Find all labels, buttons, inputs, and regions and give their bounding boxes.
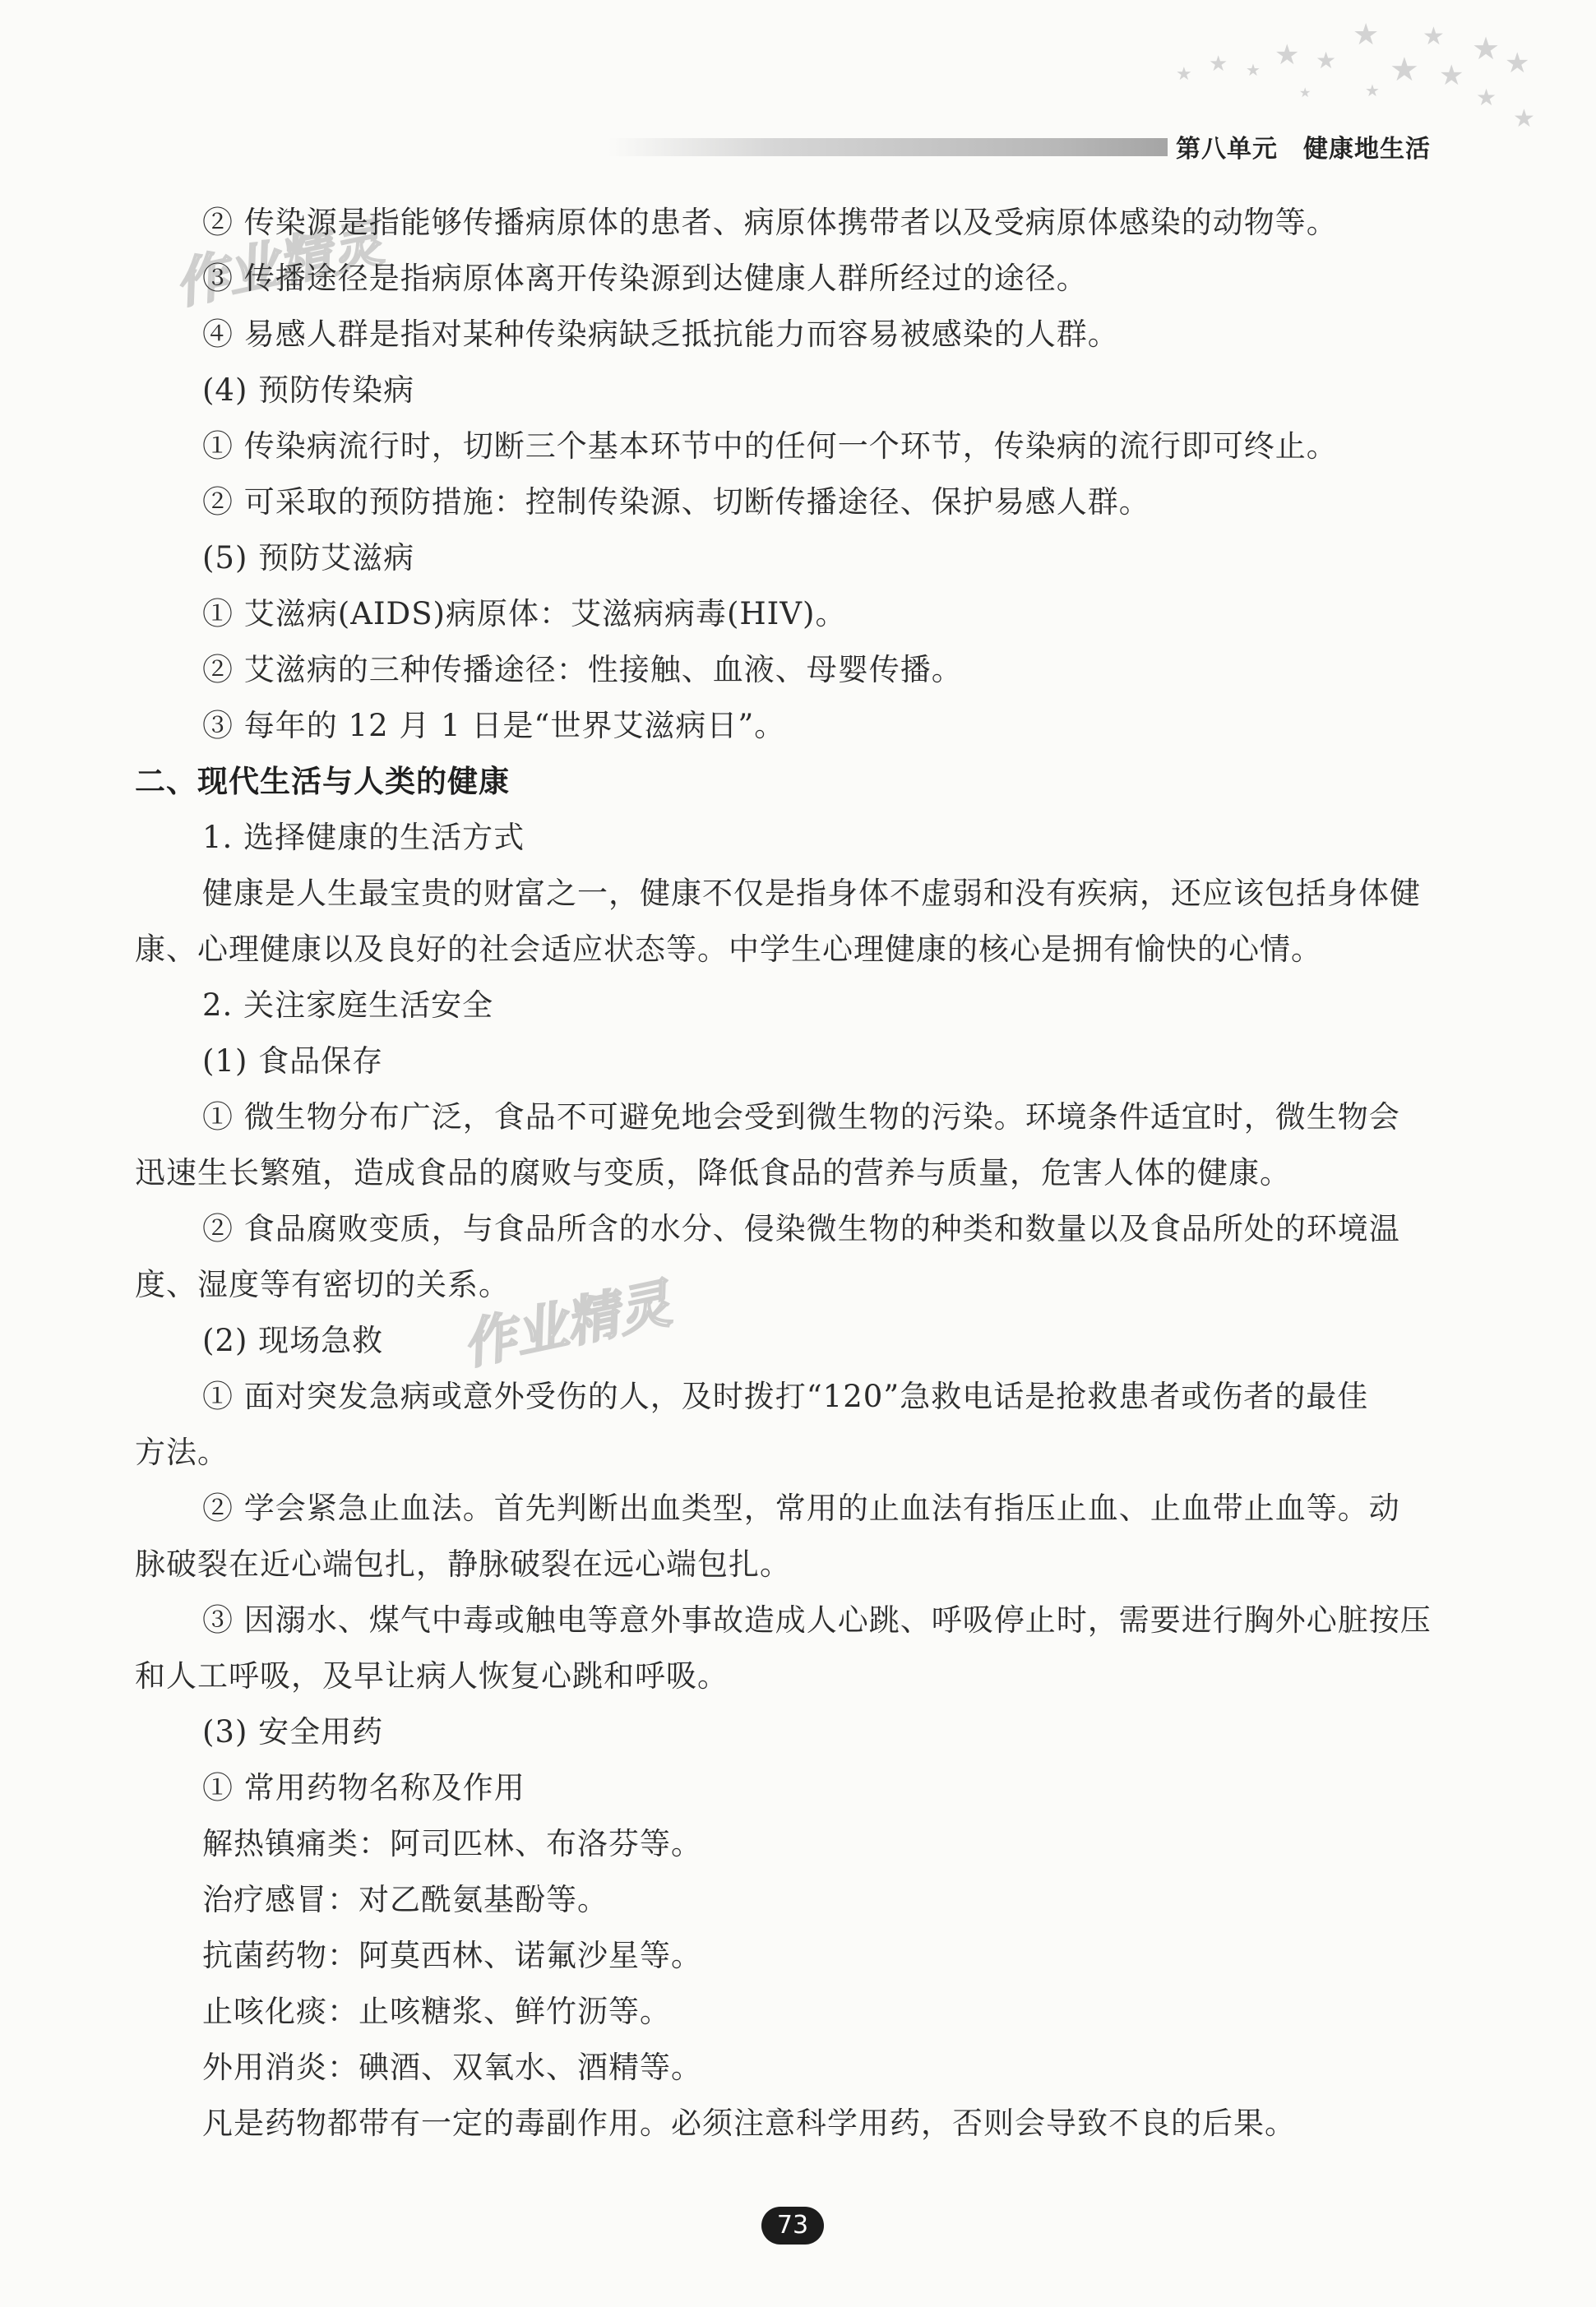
text-line: ② 食品腐败变质，与食品所含的水分、侵染微生物的种类和数量以及食品所处的环境温 bbox=[202, 1211, 1400, 1246]
watermark: 作业精灵 bbox=[169, 213, 389, 317]
unit-title: 第八单元 健康地生活 bbox=[1176, 135, 1431, 164]
text-line: ① 常用药物名称及作用 bbox=[202, 1770, 525, 1805]
text-line: 抗菌药物：阿莫西林、诺氟沙星等。 bbox=[202, 1938, 702, 1973]
text-line: 外用消炎：碘酒、双氧水、酒精等。 bbox=[202, 2050, 702, 2085]
text-line: ① 面对突发急病或意外受伤的人，及时拨打“120”急救电话是抢救患者或伤者的最佳 bbox=[202, 1379, 1369, 1414]
star-icon: ★ bbox=[1423, 22, 1445, 51]
text-line: 康、心理健康以及良好的社会适应状态等。中学生心理健康的核心是拥有愉快的心情。 bbox=[135, 932, 1322, 967]
star-icon: ★ bbox=[1513, 104, 1535, 133]
star-icon: ★ bbox=[1476, 84, 1497, 111]
star-icon: ★ bbox=[1316, 47, 1337, 74]
subsection-heading: (4) 预防传染病 bbox=[202, 372, 415, 408]
star-icon: ★ bbox=[1390, 51, 1419, 89]
subsection-heading: (3) 安全用药 bbox=[202, 1714, 384, 1750]
text-line: 健康是人生最宝贵的财富之一，健康不仅是指身体不虚弱和没有疾病，还应该包括身体健 bbox=[202, 876, 1421, 911]
text-line: ① 艾滋病(AIDS)病原体：艾滋病病毒(HIV)。 bbox=[202, 596, 847, 631]
star-icon: ★ bbox=[1353, 18, 1380, 52]
text-line: ③ 因溺水、煤气中毒或触电等意外事故造成人心跳、呼吸停止时，需要进行胸外心脏按压 bbox=[202, 1602, 1432, 1638]
text-line: 方法。 bbox=[135, 1435, 229, 1470]
text-line: 脉破裂在近心端包扎，静脉破裂在远心端包扎。 bbox=[135, 1546, 791, 1582]
subsection-heading: 1. 选择健康的生活方式 bbox=[202, 820, 525, 855]
text-line: 凡是药物都带有一定的毒副作用。必须注意科学用药，否则会导致不良的后果。 bbox=[202, 2106, 1296, 2141]
section-heading: 二、现代生活与人类的健康 bbox=[135, 764, 510, 799]
text-line: 止咳化痰：止咳糖浆、鲜竹沥等。 bbox=[202, 1994, 671, 2029]
text-line: ② 传染源是指能够传播病原体的患者、病原体携带者以及受病原体感染的动物等。 bbox=[202, 205, 1338, 240]
star-icon: ★ bbox=[1176, 64, 1192, 85]
text-line: 解热镇痛类：阿司匹林、布洛芬等。 bbox=[202, 1826, 702, 1861]
subsection-heading: (2) 现场急救 bbox=[202, 1323, 384, 1358]
star-icon: ★ bbox=[1246, 60, 1261, 80]
text-line: ② 艾滋病的三种传播途径：性接触、血液、母婴传播。 bbox=[202, 652, 963, 687]
star-icon: ★ bbox=[1439, 59, 1464, 92]
text-line: 迅速生长繁殖，造成食品的腐败与变质，降低食品的营养与质量，危害人体的健康。 bbox=[135, 1155, 1291, 1190]
subsection-heading: 2. 关注家庭生活安全 bbox=[202, 987, 494, 1023]
star-icon: ★ bbox=[1299, 85, 1311, 100]
star-icon: ★ bbox=[1274, 39, 1300, 72]
text-line: ① 传染病流行时，切断三个基本环节中的任何一个环节，传染病的流行即可终止。 bbox=[202, 428, 1338, 464]
star-icon: ★ bbox=[1472, 30, 1501, 67]
subsection-heading: (5) 预防艾滋病 bbox=[202, 540, 415, 576]
text-line: ② 学会紧急止血法。首先判断出血类型，常用的止血法有指压止血、止血带止血等。动 bbox=[202, 1491, 1400, 1526]
text-line: 和人工呼吸，及早让病人恢复心跳和呼吸。 bbox=[135, 1658, 729, 1694]
text-line: 治疗感冒：对乙酰氨基酚等。 bbox=[202, 1882, 608, 1917]
text-line: ③ 传播途径是指病原体离开传染源到达健康人群所经过的途径。 bbox=[202, 261, 1088, 296]
text-line: ② 可采取的预防措施：控制传染源、切断传播途径、保护易感人群。 bbox=[202, 484, 1150, 520]
star-icon: ★ bbox=[1209, 52, 1228, 76]
watermark: 作业精灵 bbox=[457, 1274, 677, 1377]
text-line: ① 微生物分布广泛，食品不可避免地会受到微生物的污染。环境条件适宜时，微生物会 bbox=[202, 1099, 1400, 1135]
subsection-heading: (1) 食品保存 bbox=[202, 1043, 384, 1079]
text-line: ④ 易感人群是指对某种传染病缺乏抵抗能力而容易被感染的人群。 bbox=[202, 317, 1119, 352]
text-line: 度、湿度等有密切的关系。 bbox=[135, 1267, 510, 1302]
header-rule bbox=[608, 138, 1168, 156]
page-number: 73 bbox=[761, 2207, 824, 2245]
text-line: ③ 每年的 12 月 1 日是“世界艾滋病日”。 bbox=[202, 708, 786, 743]
star-icon: ★ bbox=[1365, 81, 1380, 100]
star-icon: ★ bbox=[1505, 47, 1530, 80]
